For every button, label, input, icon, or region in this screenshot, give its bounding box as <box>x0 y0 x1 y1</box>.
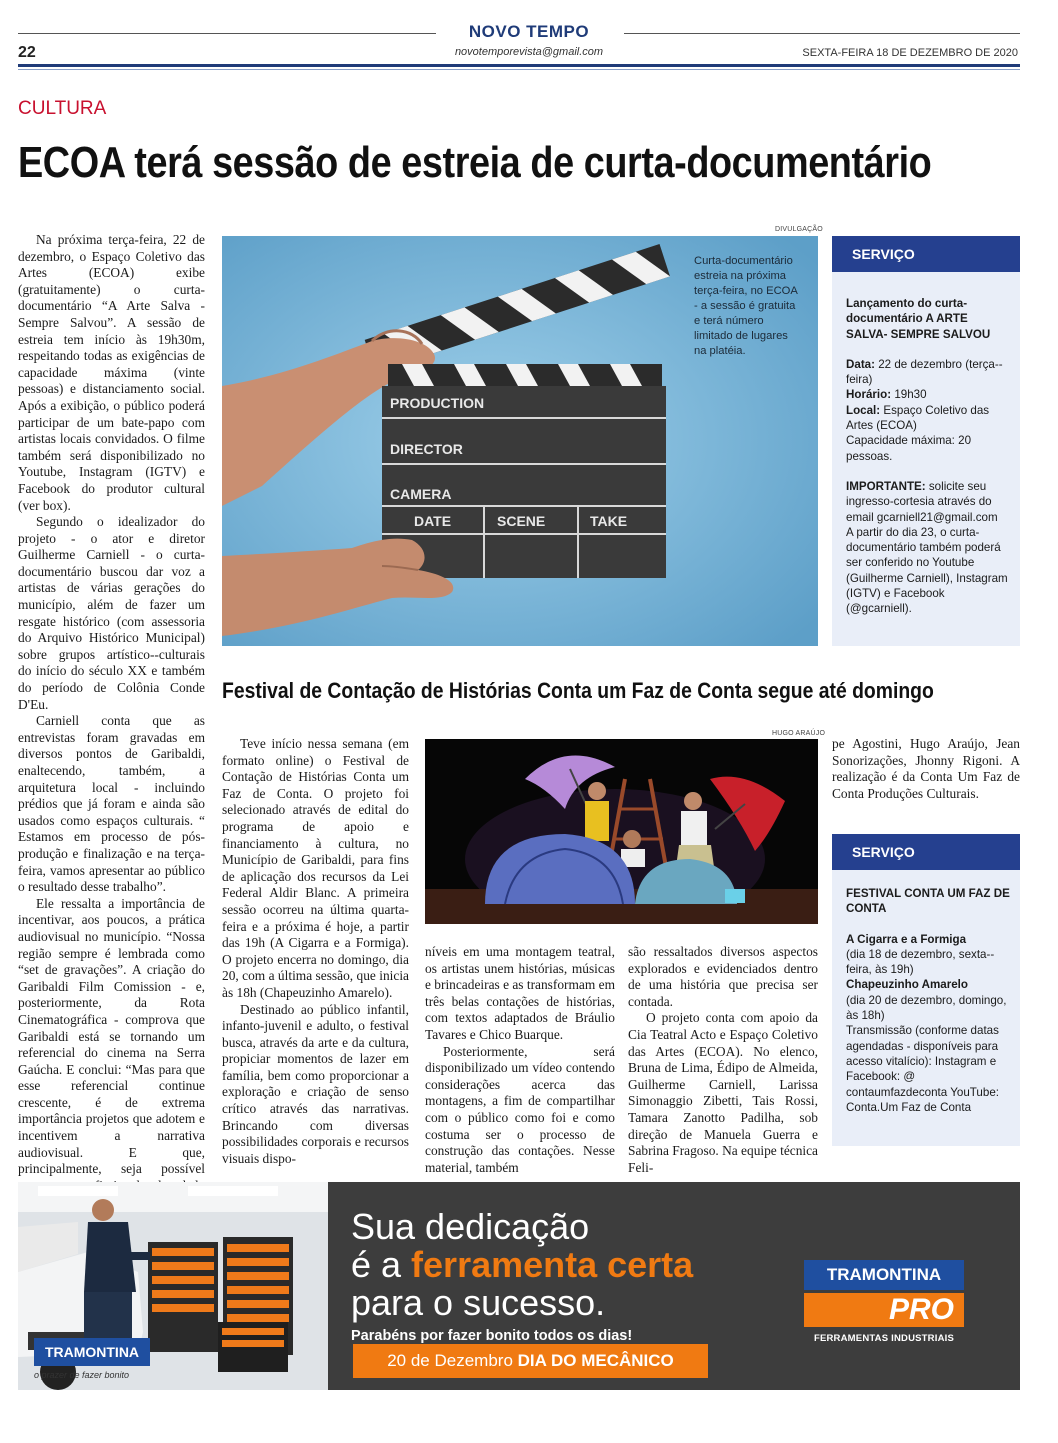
clapper-scene-label: SCENE <box>497 513 546 529</box>
article2-paragraph: O projeto conta com apoio da Cia Teatral Acto e Espaço Coletivo das Artes (ECOA). No elenco, Bruna de Lima, Édipo de Almeida, Guilherme Carniell, Larissa Simonaggio Zibetti, Tais Rossi, Tamara Zanotto Padilha, sob direção de Manuela Guerra e Sabrina Fragoso. Na equipe técnica Feli- <box>628 1010 819 1175</box>
article2-column-c <box>628 944 818 1176</box>
service-box-2-title: FESTIVAL CONTA UM FAZ DE CONTA <box>846 887 1010 916</box>
service-box-2-item1-title: A Cigarra e a Formiga <box>846 932 967 946</box>
header-bottom-rule <box>18 64 1020 67</box>
header-date: SEXTA-FEIRA 18 DE DEZEMBRO DE 2020 <box>802 47 1018 59</box>
article2-paragraph: Teve início nessa semana (em formato online) o Festival de Contação de Histórias Conta um Faz de Conta. O projeto foi selecionado através de edital do programa de apoio e financiamento à cultura, no Município de Garibaldi, para fins de aplicação dos recursos da Lei Federal Aldir Blanc. A primeira sessão ocorreu na última quarta-feira e a próxima é hoje, a partir das 19h (A Cigarra e a Formiga). O projeto encerra no domingo, dia 20, com a última sessão, que inicia às 18h (Chapeuzinho Amarelo). <box>222 736 409 1000</box>
photo1-credit: DIVULGAÇÃO <box>775 226 823 233</box>
tramontina-pro-logo <box>804 1260 964 1344</box>
service-box-1-header: SERVIÇO <box>832 236 1020 272</box>
pro-logo-top: TRAMONTINA <box>804 1260 964 1290</box>
ad-headline-line1: Sua dedicação <box>351 1206 590 1247</box>
article1-paragraph: Carniell conta que as entrevistas foram gravadas em diversos pontos de Garibaldi, enaltecendo, também, a arquitetura local - incluindo prédios que já foram e ainda são usados como espaços culturais. “ Estamos em processo de pós-produção e finalização e na terça-feira, vamos apresentar ao público o resultado desse trabalho”. <box>18 713 205 895</box>
article2-paragraph: Posteriormente, será disponibilizado um vídeo contendo considerações acerca das montagens, a fim de compartilhar com o público como foi e como costuma ser o processo de construção das contações. Nesse material, também <box>425 1043 615 1175</box>
article2-title: Festival de Contação de Histórias Conta um Faz de Conta segue até domingo <box>222 678 934 703</box>
theater-photo <box>425 739 818 924</box>
theater-illustration <box>425 739 818 924</box>
ad-subline: Parabéns por fazer bonito todos os dias! <box>351 1328 633 1344</box>
ad-workshop-photo <box>18 1182 328 1390</box>
article2-paragraph: pe Agostini, Hugo Araújo, Jean Sonorizações, Jhonny Rigoni. A realização é da Conta Um Faz de Conta Produções Culturais. <box>832 736 1020 801</box>
headline: ECOA terá sessão de estreia de curta-documentário <box>18 138 932 187</box>
photo1-caption: Curta-documentário estreia na próxima terça-feira, no ECOA - a sessão é gratuita e terá número limitado de lugares na platéia. <box>694 255 798 357</box>
service-box-1-important: IMPORTANTE: solicite seu ingresso-cortesia através do email gcarniell21@gmail.com <box>846 479 998 524</box>
service-box-2 <box>832 834 1020 1146</box>
tramontina-ad <box>18 1182 1020 1390</box>
article1-body <box>18 232 205 1244</box>
pro-logo-sub: FERRAMENTAS INDUSTRIAIS <box>813 1333 955 1344</box>
service-box-1-capacity: Capacidade máxima: 20 pessoas. <box>846 434 972 463</box>
service-box-1-title: Lançamento do curta-documentário A ARTE SALVA- SEMPRE SALVOU <box>846 297 991 341</box>
ad-headline <box>351 1208 693 1322</box>
article1-paragraph: Ele ressalta a importância de incentivar, aos poucos, a prática audiovisual no município. “Nossa região sempre é lembrada como “set de gravações”. A criação do Garibaldi Film Comission - e, posteriormente, da Rota Cinematográfica - comprova que Garibaldi está se tornando um referencial do cinema na Serra Gaúcha. E conclui: “Mas para que esse referencial continue crescente, é de extrema importância projetos que adotem e incentivem a narrativa audiovisual. E que, principalmente, seja possível <box>18 895 205 1177</box>
article2-column-d <box>832 736 1020 802</box>
photo2-credit: HUGO ARAÚJO <box>772 730 826 737</box>
service-box-1-date: Data: 22 de dezembro (terça--feira) <box>846 357 1003 387</box>
pro-logo-pro: PRO <box>804 1293 964 1327</box>
ad-brand-left-tagline: o prazer de fazer bonito <box>34 1370 130 1380</box>
service-box-2-item1-detail: (dia 18 de dezembro, sexta--feira, às 19h) <box>846 947 995 977</box>
header-email: novotemporevista@gmail.com <box>454 46 604 58</box>
service-box-2-transmission: Transmissão (conforme datas agendadas - disponíveis para acesso vitalício): Instagram e Facebook: @ contaumfazdeconta YouTube: Conta.Um Faz de Conta <box>846 1024 999 1114</box>
service-box-2-item2-title: Chapeuzinho Amarelo <box>846 978 968 992</box>
article2-paragraph: Destinado ao público infantil, infanto-juvenil e adulto, o festival busca, através da arte e da cultura, propiciar momentos de lazer em família, bem como proporcionar a exploração e criação de senso crítico através das narrativas. Brincando com diversas possibilidades corporais e recursos visuais dispo- <box>222 1001 409 1166</box>
service-box-1-extra: A partir do dia 23, o curta-documentário também poderá ser conferido no Youtube (Guilherme Carniell), Instagram (IGTV) e Facebook (@gcarniell). <box>846 525 1008 616</box>
page-number: 22 <box>18 44 36 61</box>
clapper-camera-label: CAMERA <box>390 486 452 502</box>
article2-paragraph: são ressaltados diversos aspectos explorados e evidenciados dentro de uma história que precisa ser contada. <box>628 944 818 1009</box>
service-box-2-header: SERVIÇO <box>832 834 1020 870</box>
article2-paragraph: níveis em uma montagem teatral, os artistas unem histórias, músicas e brincadeiras e as transformam em três belas contações de histórias, com textos adaptados de Bráulio Tavares e Chico Buarque. <box>425 944 615 1042</box>
clapper-take-label: TAKE <box>590 513 628 529</box>
service-box-2-item2-detail: (dia 20 de dezembro, domingo, às 18h) <box>846 993 1007 1023</box>
ad-date-bar: 20 de Dezembro DIA DO MECÂNICO <box>353 1344 708 1378</box>
article1-paragraph: Segundo o idealizador do projeto - o ator e diretor Guilherme Carniell - o curta-documentário buscou dar voz a artistas de várias gerações do município, além de fazer um resgate histórico (com assessoria do Arquivo Histórico Municipal) sobre grupos artístico--culturais do início do século XX e também do período de Colônia Conde D'Eu. <box>18 514 205 712</box>
ad-headline-line3: para o sucesso. <box>351 1282 606 1323</box>
masthead: NOVO TEMPO <box>468 22 590 41</box>
clapper-director-label: DIRECTOR <box>390 441 463 457</box>
service-box-1 <box>832 236 1020 646</box>
service-box-1-location: Local: Espaço Coletivo das Artes (ECOA) <box>846 403 990 433</box>
clapper-date-label: DATE <box>414 513 452 529</box>
ad-brand-left: TRAMONTINA <box>34 1338 150 1366</box>
service-box-1-time: Horário: 19h30 <box>846 388 927 402</box>
article2-column-a <box>222 736 409 1167</box>
service-box-1-content <box>846 296 1010 617</box>
section-label: CULTURA <box>18 98 107 119</box>
ad-headline-line2: é a ferramenta certa <box>351 1244 694 1285</box>
clapper-production-label: PRODUCTION <box>390 395 485 411</box>
service-box-2-content <box>846 886 1010 1115</box>
article2-column-b <box>425 944 615 1176</box>
header-bottom-rule-thin <box>18 69 1020 70</box>
article1-paragraph: Na próxima terça-feira, 22 de dezembro, o Espaço Coletivo das Artes (ECOA) exibe (gratuitamente) o curta-documentário “A Arte Salva - Sempre Salvou”. A sessão de estreia tem início às 19h30m, respeitando todas as exigências de capacidade máxima (vinte pessoas) e distanciamento social. Após a exibição, o público poderá participar de um bate-papo com artistas locais convidados. O filme também será disponibilizado no Youtube, Instagram (IGTV) e Facebook do produtor cultural (ver box). <box>18 232 205 513</box>
